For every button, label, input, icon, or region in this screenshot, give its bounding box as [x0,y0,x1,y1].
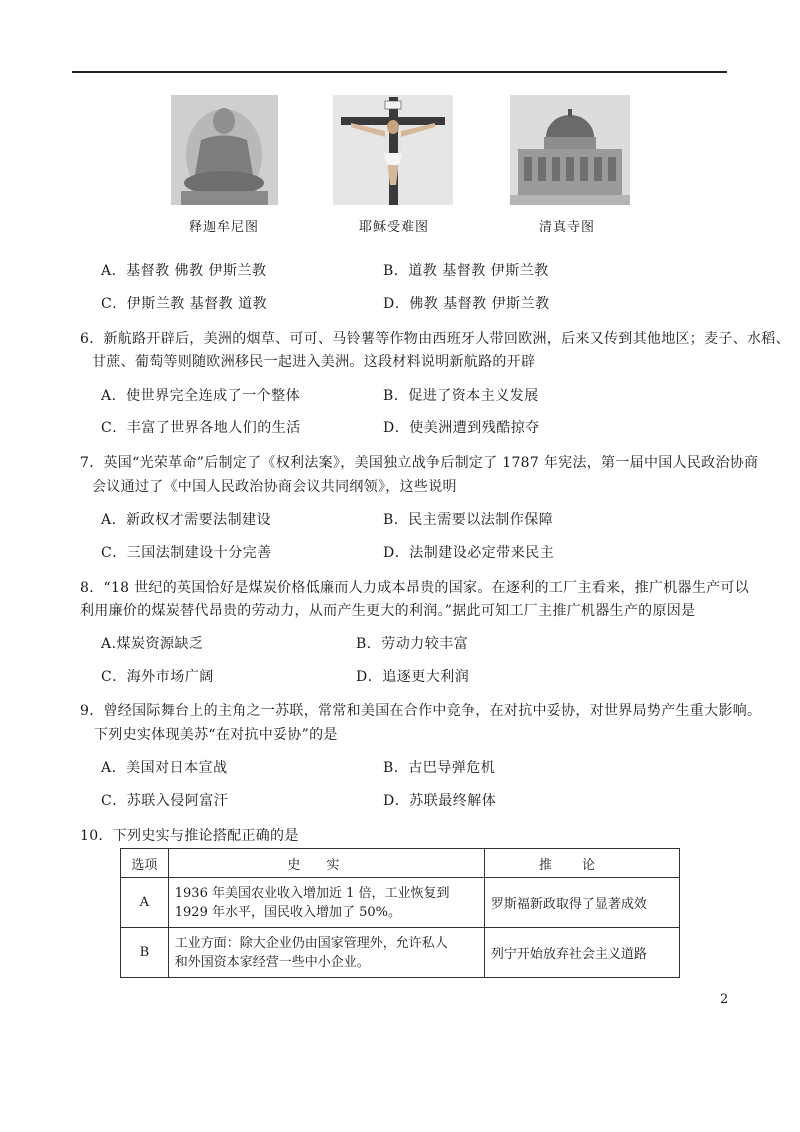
q9-option-c: C．苏联入侵阿富汗 [101,793,229,809]
fact-line: 工业方面：除大企业仍由国家管理外，允许私人 [174,935,448,951]
q10-table [120,848,680,978]
q9-option-d: D．苏联最终解体 [383,793,497,809]
q6-option-a: A．使世界完全连成了一个整体 [101,388,301,404]
q8-option-d: D．追逐更大利润 [356,669,470,685]
image-caption-mosque: 清真寺图 [539,220,596,235]
q9-option-b: B．古巴导弹危机 [383,760,496,776]
q6-stem-line2: 甘蔗、葡萄等则随欧洲移民一起进入美洲。这段材料说明新航路的开辟 [92,354,536,370]
buddha-statue-image [171,95,278,205]
table-header-inference: 推论 [484,849,679,878]
q10-stem: 10．下列史实与推论搭配正确的是 [80,828,299,844]
q6-option-d: D．使美洲遭到残酷掠夺 [383,420,540,436]
q9-stem-line2: 下列史实体现美苏“在对抗中妥协”的是 [94,727,338,743]
table-header-fact: 史实 [168,849,484,878]
q5-option-c: C．伊斯兰教 基督教 道教 [101,296,268,312]
image-caption-buddha: 释迦牟尼图 [189,220,260,235]
table-row [121,878,680,928]
q5-option-b: B．道教 基督教 伊斯兰教 [383,263,549,279]
q6-option-b: B．促进了资本主义发展 [383,388,539,404]
q5-option-a: A．基督教 佛教 伊斯兰教 [101,263,267,279]
table-cell-inference: 罗斯福新政取得了显著成效 [484,878,679,928]
table-header-row [121,849,680,878]
q6-option-c: C．丰富了世界各地人们的生活 [101,420,301,436]
q8-stem-line2: 利用廉价的煤炭替代昂贵的劳动力，从而产生更大的利润。”据此可知工厂主推广机器生产的原因是 [80,603,696,619]
q7-option-c: C．三国法制建设十分完善 [101,545,272,561]
q8-option-b: B．劳动力较丰富 [356,636,469,652]
fact-line: 和外国资本家经营一些中小企业。 [174,954,370,970]
q6-stem-line1: 6．新航路开辟后，美洲的烟草、可可、马铃薯等作物由西班牙人带回欧洲，后来又传到其他地区；麦子、水稻、 [80,331,790,347]
mosque-image [510,95,630,205]
table-cell-inference: 列宁开始放弃社会主义道路 [484,928,679,978]
table-header-option: 选项 [121,849,169,878]
table-cell-fact [168,928,484,978]
fact-line: 1929 年水平，国民收入增加了 50%。 [174,904,401,920]
table-cell-option: A [121,878,169,928]
q7-stem-line1: 7．英国“光荣革命”后制定了《权利法案》，美国独立战争后制定了 1787 年宪法，第一届中国人民政治协商 [80,455,759,471]
page-number: 2 [720,992,729,1007]
q7-stem-line2: 会议通过了《中国人民政治协商会议共同纲领》，这些说明 [92,479,457,495]
table-row [121,928,680,978]
q7-option-a: A．新政权才需要法制建设 [101,512,272,528]
crucifix-image [333,95,453,205]
image-caption-crucifix: 耶稣受难图 [359,220,430,235]
q9-option-a: A．美国对日本宣战 [101,760,228,776]
q8-option-a: A.煤炭资源缺乏 [101,636,204,652]
q8-stem-line1: 8．“18 世纪的英国恰好是煤炭价格低廉而人力成本昂贵的国家。在逐利的工厂主看来，推广机器生产可以 [80,580,750,596]
q7-option-b: B．民主需要以法制作保障 [383,512,554,528]
q9-stem-line1: 9．曾经国际舞台上的主角之一苏联，常常和美国在合作中竞争，在对抗中妥协，对世界局势产生重大影响。 [80,703,762,719]
q8-option-c: C．海外市场广阔 [101,669,214,685]
q7-option-d: D．法制建设必定带来民主 [383,545,555,561]
table-cell-option: B [121,928,169,978]
fact-line: 1936 年美国农业收入增加近 1 倍，工业恢复到 [174,885,450,901]
header-rule [72,71,727,73]
table-cell-fact [168,878,484,928]
q5-option-d: D．佛教 基督教 伊斯兰教 [383,296,550,312]
